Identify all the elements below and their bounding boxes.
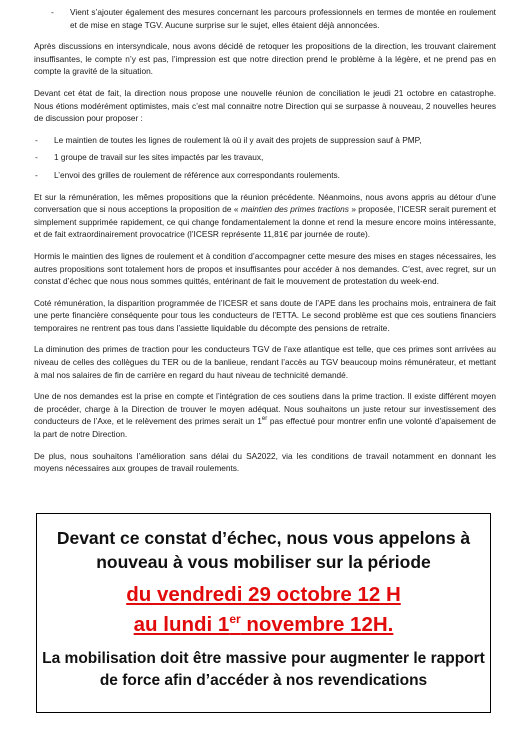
superscript: er [261, 416, 268, 423]
callout-intro: Devant ce constat d’échec, nous vous appelons à nouveau à vous mobiliser sur la période [56, 528, 471, 572]
text-run: » proposée, l’ICESR serait purement et simplement supprimée rapidement, ce qui change fondamentalement la donne et rend la mesure encore moins intéressante, et de fait extraordinairement provocatrice (l’ICESR représente 11,81€ par journée de route). [34, 204, 497, 240]
paragraph-primes-traction: La diminution des primes de traction pour les conducteurs TGV de l’axe atlantique est telle, que ces primes sont arrivées au niveau de celles des collègues du TER ou de la banlieue, rendant l’accès au TGV beaucoup moins rémunérateur, et mettant à mal nos salaires de fin de carrière en regard du haut niveau de technicité demandé. [34, 344, 496, 380]
paragraph-icesr: Coté rémunération, la disparition programmée de l’ICESR et sans doute de l’APE dans les prochains mois, entrainera de fait une perte financière conséquente pour tous les conducteurs de l’ETTA. Le second problème est que ces soutiens financiers temporaires ne rentrent pas tous dans l’assiette liquidable du décompte des pensions de retraite. [34, 297, 496, 333]
callout-closing: La mobilisation doit être massive pour augmenter le rapport de force afin d’accéder à nos revendications [42, 650, 485, 689]
paragraph-remuneration [34, 191, 496, 241]
paragraph-intersyndicale: Après discussions en intersyndicale, nous avons décidé de retoquer les propositions de la direction, les trouvant clairement insuffisantes, le compte n’y est pas, l’impression est que notre direction prend le problème à la légère, et ne prend pas en compte la gravité de la situation. [34, 41, 496, 77]
paragraph-constat: Hormis le maintien des lignes de roulement et à condition d’accompagner cette mesure des mises en stages nécessaires, les autres propositions sont totalement hors de propos et insuffisantes pour accéder à nos demandes. C’est, avec regret, sur un constat d’échec que nous nous sommes quittés, entérinant de fait le mouvement de protestation du week-end. [34, 250, 496, 287]
text-run: Et sur la rémunération, les mêmes propositions que la réunion précédente. Néanmoins, nous avons appris au détour d’une conversation que si nous acceptions la proposition de « [34, 191, 496, 215]
list-item: - Le maintien de toutes les lignes de roulement là où il y avait des projets de suppression sauf à PMP, [34, 134, 496, 147]
proposals-list [34, 134, 496, 182]
body-text [34, 6, 496, 484]
text-run: pas effectué pour montrer enfin une volonté d’apaisement de la part de notre Direction. [34, 416, 496, 440]
paragraph-demandes [34, 390, 496, 440]
superscript: er [229, 612, 241, 627]
text-run: novembre 12H. [240, 613, 394, 636]
list-item: - 1 groupe de travail sur les sites impactés par les travaux, [34, 151, 496, 164]
top-bullet-list [50, 6, 496, 31]
text-run: au lundi 1 [133, 613, 230, 636]
list-item: - L’envoi des grilles de roulement de référence aux correspondants roulements. [34, 169, 496, 182]
paragraph-sa2022: De plus, nous souhaitons l’amélioration sans délai du SA2022, via les conditions de travail notamment en donnant les moyens nécessaires aux groupes de travail roulements. [34, 450, 496, 474]
text-run: Une de nos demandes est la prise en compte et l’intégration de ces soutiens dans la prime traction. Il existe différent moyen de procéder, charge à la Direction de trouver le moyen adéquat. Nous souhaitons un juste retour sur investissement des conducteurs de l’Axe, et le relèvement des primes serait un 1 [34, 391, 496, 427]
list-item: - Vient s’ajouter également des mesures concernant les parcours professionnels en termes de montée en roulement et de mise en stage TGV. Aucune surprise sur le sujet, elles étaient déjà annoncées. [50, 6, 496, 31]
callout-date-to [37, 610, 490, 640]
callout-date-from: du vendredi 29 octobre 12 H [126, 583, 401, 606]
mobilisation-callout-box [36, 513, 491, 713]
italic-quote: maintien des primes tractions [240, 204, 349, 215]
paragraph-conciliation: Devant cet état de fait, la direction nous propose une nouvelle réunion de conciliation le jeudi 21 octobre en catastrophe. Nous étions modérément optimistes, mais c’est mal connaitre notre Direction qui se surpasse à nouveau, 2 nouvelles heures de discussion pour proposer : [34, 87, 496, 124]
